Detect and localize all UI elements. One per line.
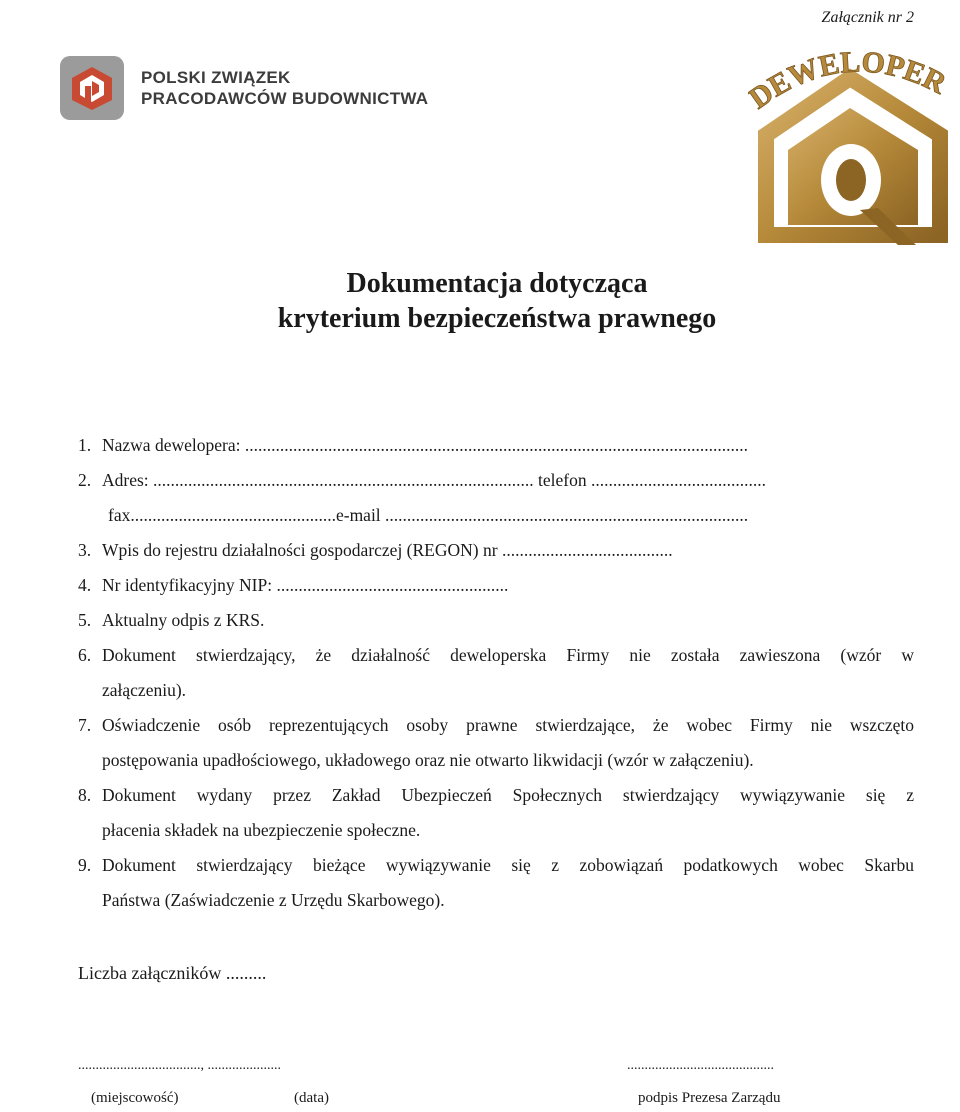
list-item: 6. Dokument stwierdzający, że działalność deweloperska Firmy nie została zawieszona (wzór w [78, 645, 914, 665]
list-item-continued: postępowania upadłościowego, układowego oraz nie otwarto likwidacji (wzór w załączeniu). [102, 750, 754, 770]
place-date-line: ..................................., ..................... [78, 1058, 281, 1073]
pzpb-name-line1: POLSKI ZWIĄZEK [141, 68, 291, 87]
list-item: 3. Wpis do rejestru działalności gospodarczej (REGON) nr ....................................... [78, 533, 914, 568]
requirements-list [78, 428, 914, 918]
signature-line: .......................................... [627, 1058, 774, 1073]
list-item: 4. Nr identyfikacyjny NIP: ..................................................... [78, 568, 914, 603]
pzpb-logo [60, 56, 428, 120]
pzpb-logo-icon [60, 56, 124, 120]
deweloper-quality-logo [748, 40, 953, 255]
regon-field: Wpis do rejestru działalności gospodarczej (REGON) nr ....................................... [102, 540, 673, 560]
list-item: 7. Oświadczenie osób reprezentujących osoby prawne stwierdzające, że wobec Firmy nie wszczęto [78, 715, 914, 735]
fax-email-field: fax...............................................e-mail ................................................................................... [108, 505, 749, 525]
deweloper-logo-text: EWELOPER [762, 45, 952, 104]
list-item: 2. Adres: ....................................................................................... telefon ........................................ [78, 463, 914, 498]
list-item-continued: płacenia składek na ubezpieczenie społeczne. [102, 820, 421, 840]
attachments-count: Liczba załączników ......... [78, 963, 267, 983]
list-item: 1. Nazwa dewelopera: ................................................................................................................... [78, 428, 914, 463]
place-label: (miejscowość) [91, 1090, 179, 1106]
annex-label: Załącznik nr 2 [821, 9, 914, 26]
document-title [0, 266, 960, 336]
list-item-continued: załączeniu). [102, 680, 187, 700]
title-line1: Dokumentacja dotycząca [346, 268, 648, 299]
signature-label: podpis Prezesa Zarządu [638, 1090, 781, 1106]
date-label: (data) [294, 1090, 329, 1106]
list-item: 9. Dokument stwierdzający bieżące wywiązywanie się z zobowiązań podatkowych wobec Skarbu [78, 855, 914, 875]
pzpb-name-line2: PRACODAWCÓW BUDOWNICTWA [141, 89, 429, 108]
list-item [78, 498, 914, 533]
developer-name-field: Nazwa dewelopera: ................................................................................................................... [102, 435, 748, 455]
list-item-continued: Państwa (Zaświadczenie z Urzędu Skarbowego). [102, 890, 445, 910]
list-item: 8. Dokument wydany przez Zakład Ubezpieczeń Społecznych stwierdzający wywiązywanie się z [78, 785, 914, 805]
address-field: Adres: ....................................................................................... telefon ........................................ [102, 470, 766, 490]
title-line2: kryterium bezpieczeństwa prawnego [277, 303, 717, 334]
nip-field: Nr identyfikacyjny NIP: ..................................................... [102, 575, 509, 595]
list-item: 5. Aktualny odpis z KRS. [78, 610, 265, 630]
